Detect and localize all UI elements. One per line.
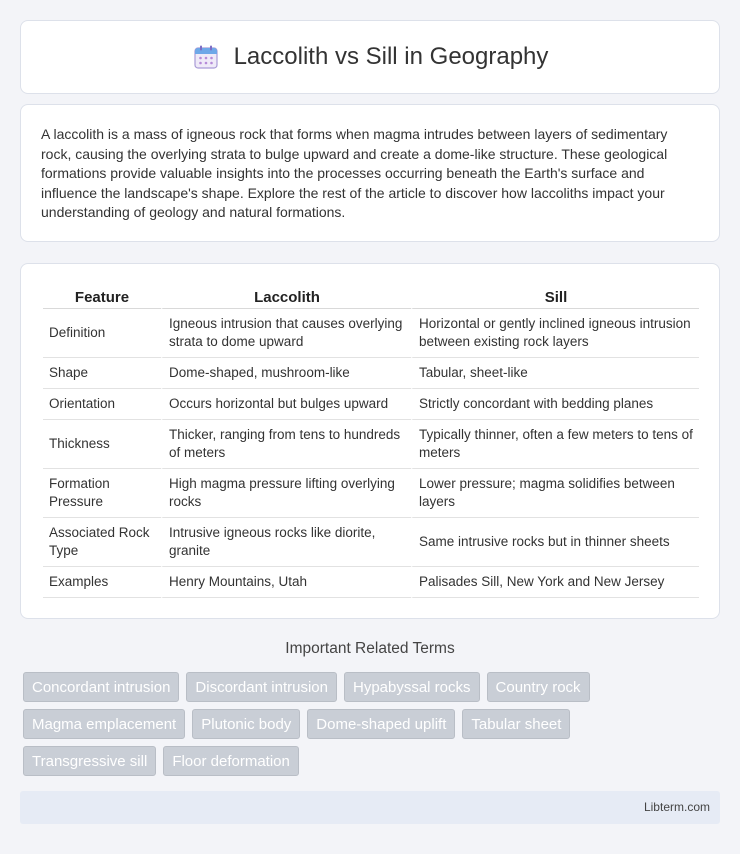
laccolith-cell: Thicker, ranging from tens to hundreds of meters — [161, 420, 411, 469]
table-row — [43, 358, 699, 389]
feature-cell: Formation Pressure — [43, 469, 161, 518]
tag-transgressive-sill[interactable]: Transgressive sill — [23, 746, 156, 776]
page-title: Laccolith vs Sill in Geography — [233, 43, 549, 70]
laccolith-cell: Occurs horizontal but bulges upward — [161, 389, 411, 420]
tag-floor-deformation[interactable]: Floor deformation — [163, 746, 299, 776]
tag-concordant-intrusion[interactable]: Concordant intrusion — [23, 672, 179, 702]
feature-cell: Definition — [43, 309, 161, 358]
sill-cell: Palisades Sill, New York and New Jersey — [411, 567, 699, 598]
tag-row — [23, 746, 723, 776]
tag-plutonic-body[interactable]: Plutonic body — [192, 709, 300, 739]
sill-cell: Same intrusive rocks but in thinner sheets — [411, 518, 699, 567]
tag-row — [23, 709, 723, 739]
comparison-card — [20, 263, 720, 619]
header-card — [20, 20, 720, 94]
related-terms-list — [23, 672, 723, 783]
sill-cell: Typically thinner, often a few meters to tens of meters — [411, 420, 699, 469]
laccolith-cell: Intrusive igneous rocks like diorite, granite — [161, 518, 411, 567]
sill-cell: Tabular, sheet-like — [411, 358, 699, 389]
header-feature: Feature — [43, 286, 161, 309]
tag-magma-emplacement[interactable]: Magma emplacement — [23, 709, 185, 739]
tag-hypabyssal-rocks[interactable]: Hypabyssal rocks — [344, 672, 480, 702]
related-terms-title: Important Related Terms — [285, 640, 455, 657]
feature-cell: Thickness — [43, 420, 161, 469]
tag-dome-shaped-uplift[interactable]: Dome-shaped uplift — [307, 709, 455, 739]
laccolith-cell: Igneous intrusion that causes overlying strata to dome upward — [161, 309, 411, 358]
tag-row — [23, 672, 723, 702]
sill-cell: Horizontal or gently inclined igneous intrusion between existing rock layers — [411, 309, 699, 358]
comparison-table — [43, 286, 699, 598]
tag-tabular-sheet[interactable]: Tabular sheet — [462, 709, 570, 739]
footer — [20, 791, 720, 824]
calendar-icon — [192, 43, 220, 71]
laccolith-cell: High magma pressure lifting overlying rocks — [161, 469, 411, 518]
header-laccolith: Laccolith — [161, 286, 411, 309]
feature-cell: Associated Rock Type — [43, 518, 161, 567]
intro-card — [20, 104, 720, 242]
tag-discordant-intrusion[interactable]: Discordant intrusion — [186, 672, 337, 702]
sill-cell: Lower pressure; magma solidifies between layers — [411, 469, 699, 518]
feature-cell: Shape — [43, 358, 161, 389]
laccolith-cell: Dome-shaped, mushroom-like — [161, 358, 411, 389]
table-row — [43, 389, 699, 420]
table-row — [43, 518, 699, 567]
table-row — [43, 567, 699, 598]
laccolith-cell: Henry Mountains, Utah — [161, 567, 411, 598]
title-wrap — [192, 43, 549, 71]
feature-cell: Examples — [43, 567, 161, 598]
sill-cell: Strictly concordant with bedding planes — [411, 389, 699, 420]
table-row — [43, 420, 699, 469]
tag-country-rock[interactable]: Country rock — [487, 672, 590, 702]
table-header-row — [43, 286, 699, 309]
intro-paragraph: A laccolith is a mass of igneous rock that forms when magma intrudes between layers of sedimentary rock, causing the overlying strata to bulge upward and create a dome-like structure. These geological formations provide valuable insights into the processes occurring beneath the Earth's surface and influence the landscape's shape. Explore the rest of the article to discover how laccoliths impact your understanding of geology and natural formations. — [41, 126, 668, 220]
footer-brand-link[interactable]: Libterm.com — [643, 800, 710, 814]
feature-cell: Orientation — [43, 389, 161, 420]
header-sill: Sill — [411, 286, 699, 309]
table-row — [43, 469, 699, 518]
table-row — [43, 309, 699, 358]
